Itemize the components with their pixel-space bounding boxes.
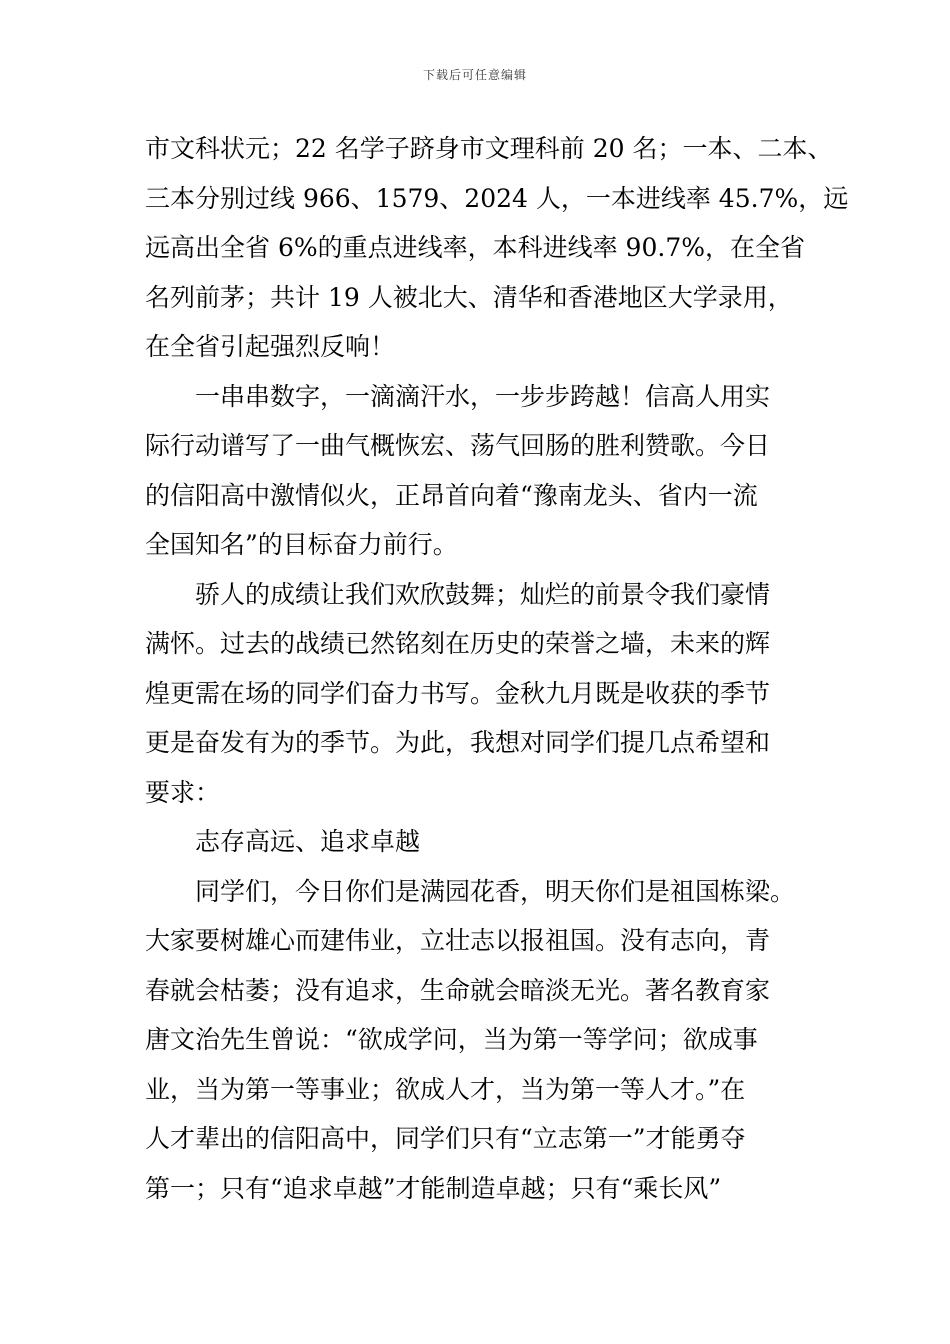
paragraph-start-line: 一串串数字，一滴滴汗水，一步步跨越！信高人用实 [195,381,771,411]
text-line: 的信阳高中激情似火，正昂首向着“豫南龙头、省内一流 [145,480,758,510]
text-line: 要求： [145,777,221,807]
text-line: 更是奋发有为的季节。为此，我想对同学们提几点希望和 [145,728,771,757]
section-heading: 志存高远、追求卓越 [195,827,421,856]
text-line: 远高出全省 6%的重点进线率，本科进线率 90.7%，在全省 [145,233,805,262]
text-line: 春就会枯萎；没有追求，生命就会暗淡无光。著名教育家 [145,975,771,1005]
body-text [145,124,849,1213]
text-line: 在全省引起强烈反响！ [145,332,396,361]
text-line: 际行动谱写了一曲气概恢宏、荡气回肠的胜利赞歌。今日 [145,431,771,460]
text-line: 满怀。过去的战绩已然铭刻在历史的荣誉之墙，未来的辉 [145,629,771,658]
text-line: 人才辈出的信阳高中，同学们只有“立志第一”才能勇夺 [145,1124,746,1153]
header-note: 下载后可任意编辑 [422,68,527,82]
text-line: 市文科状元；22 名学子跻身市文理科前 20 名；一本、二本、 [145,134,833,163]
text-line: 全国知名”的目标奋力前行。 [145,530,458,559]
text-line: 煌更需在场的同学们奋力书写。金秋九月既是收获的季节 [145,678,771,708]
text-line: 唐文治先生曾说：“欲成学问，当为第一等学问；欲成事 [145,1025,758,1054]
text-line: 第一；只有“追求卓越”才能制造卓越；只有“乘长风” [145,1173,722,1203]
text-line: 大家要树雄心而建伟业，立壮志以报祖国。没有志向，青 [145,926,771,955]
paragraph-start-line: 同学们，今日你们是满园花香，明天你们是祖国栋梁。 [195,876,796,906]
text-line: 三本分别过线 966、1579、2024 人，一本进线率 45.7%，远 [145,183,849,213]
paragraph-start-line: 骄人的成绩让我们欢欣鼓舞；灿烂的前景令我们豪情 [195,579,771,609]
text-line: 名列前茅；共计 19 人被北大、清华和香港地区大学录用， [145,282,793,312]
text-line: 业，当为第一等事业；欲成人才，当为第一等人才。”在 [145,1074,746,1104]
